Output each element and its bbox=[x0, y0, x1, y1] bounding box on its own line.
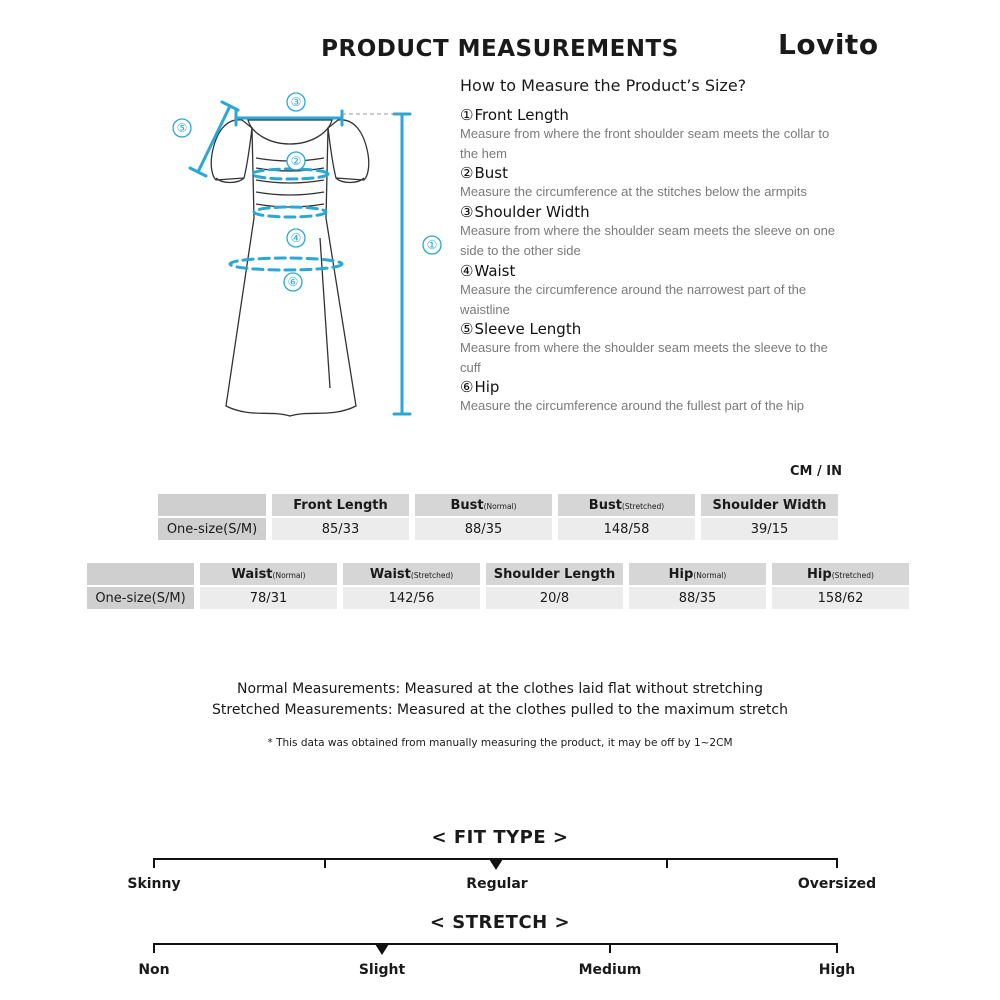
fit-type-title: < FIT TYPE > bbox=[431, 827, 569, 848]
table-cell: 88/35 bbox=[629, 587, 766, 609]
table-cell: 158/62 bbox=[772, 587, 909, 609]
fit-label-oversized: Oversized bbox=[797, 876, 877, 892]
fit-label-skinny: Skinny bbox=[127, 876, 181, 892]
table-header-cell: Shoulder Width bbox=[701, 494, 838, 516]
neckline bbox=[248, 120, 332, 144]
table-row-label: One-size(S/M) bbox=[158, 518, 266, 540]
stretch-label-slight: Slight bbox=[358, 962, 406, 978]
table-header-cell: Hip(Stretched) bbox=[772, 563, 909, 585]
table-corner bbox=[158, 494, 266, 516]
guide-desc-hip: Measure the circumference around the fullest part of the hip bbox=[460, 398, 804, 413]
note-normal: Normal Measurements: Measured at the clothes laid flat without stretching bbox=[237, 681, 763, 697]
guide-item-hip: ⑥Hip bbox=[460, 378, 500, 396]
disclaimer: * This data was obtained from manually measuring the product, it may be off by 1~2CM bbox=[267, 737, 733, 749]
marker-length: ① bbox=[426, 238, 438, 252]
guide-desc-bust: Measure the circumference at the stitches below the armpits bbox=[460, 184, 807, 199]
stretch-title: < STRETCH > bbox=[429, 912, 571, 933]
fit-tick bbox=[153, 858, 155, 868]
page-title: PRODUCT MEASUREMENTS bbox=[321, 36, 679, 62]
table-header-cell: Front Length bbox=[272, 494, 409, 516]
stretch-scale bbox=[153, 943, 838, 945]
guide-item-shoulder-width: ③Shoulder Width bbox=[460, 203, 590, 221]
table-header-row bbox=[158, 494, 838, 516]
measurement-table-2 bbox=[81, 561, 915, 611]
stretch-indicator bbox=[375, 944, 389, 955]
table-corner bbox=[87, 563, 194, 585]
unit-label: CM / IN bbox=[790, 464, 842, 479]
guide-item-waist: ④Waist bbox=[460, 262, 516, 280]
table-header-row bbox=[87, 563, 909, 585]
fit-tick bbox=[666, 858, 668, 868]
table-header-cell: Shoulder Length bbox=[486, 563, 623, 585]
guide-desc-sleeve-length: Measure from where the shoulder seam meets the sleeve to the cuff bbox=[460, 340, 828, 375]
table-header-cell: Waist(Normal) bbox=[200, 563, 337, 585]
measurement-table-1 bbox=[152, 492, 844, 542]
fit-tick bbox=[836, 858, 838, 868]
table-cell: 88/35 bbox=[415, 518, 552, 540]
guide-desc-shoulder-width: Measure from where the shoulder seam meets the sleeve on one side to the other side bbox=[460, 223, 836, 258]
table-header-cell: Hip(Normal) bbox=[629, 563, 766, 585]
marker-shoulder: ③ bbox=[290, 95, 302, 109]
fit-label-regular: Regular bbox=[466, 876, 528, 892]
table-header-cell: Waist(Stretched) bbox=[343, 563, 480, 585]
right-sleeve bbox=[328, 120, 369, 180]
table-header-cell: Bust(Stretched) bbox=[558, 494, 695, 516]
marker-waist: ④ bbox=[290, 231, 302, 245]
table-cell: 85/33 bbox=[272, 518, 409, 540]
marker-bust: ② bbox=[290, 154, 302, 168]
stretch-label-medium: Medium bbox=[578, 962, 642, 978]
table-row-label: One-size(S/M) bbox=[87, 587, 194, 609]
stretch-tick bbox=[609, 943, 611, 953]
marker-hip: ⑥ bbox=[287, 275, 299, 289]
table-row bbox=[158, 518, 838, 540]
skirt bbox=[226, 218, 356, 416]
stretch-label-non: Non bbox=[138, 962, 170, 978]
marker-sleeve: ⑤ bbox=[176, 121, 188, 135]
fit-tick bbox=[324, 858, 326, 868]
note-stretched: Stretched Measurements: Measured at the clothes pulled to the maximum stretch bbox=[212, 702, 788, 718]
table-cell: 20/8 bbox=[486, 587, 623, 609]
guide-heading: How to Measure the Product’s Size? bbox=[460, 76, 747, 95]
guide-desc-waist: Measure the circumference around the narrowest part of the waistline bbox=[460, 282, 807, 317]
table-cell: 142/56 bbox=[343, 587, 480, 609]
stretch-tick bbox=[153, 943, 155, 953]
stretch-label-high: High bbox=[818, 962, 856, 978]
table-row bbox=[87, 587, 909, 609]
fit-type-indicator bbox=[489, 859, 503, 870]
stretch-tick bbox=[836, 943, 838, 953]
guide-item-bust: ②Bust bbox=[460, 164, 508, 182]
table-header-cell: Bust(Normal) bbox=[415, 494, 552, 516]
guide-item-sleeve-length: ⑤Sleeve Length bbox=[460, 320, 582, 338]
dress-diagram bbox=[160, 88, 460, 428]
table-cell: 148/58 bbox=[558, 518, 695, 540]
guide-item-front-length: ①Front Length bbox=[460, 106, 569, 124]
guide-desc-front-length: Measure from where the front shoulder seam meets the collar to the hem bbox=[460, 126, 830, 161]
table-cell: 78/31 bbox=[200, 587, 337, 609]
brand-logo: Lovito bbox=[778, 28, 879, 61]
table-cell: 39/15 bbox=[701, 518, 838, 540]
